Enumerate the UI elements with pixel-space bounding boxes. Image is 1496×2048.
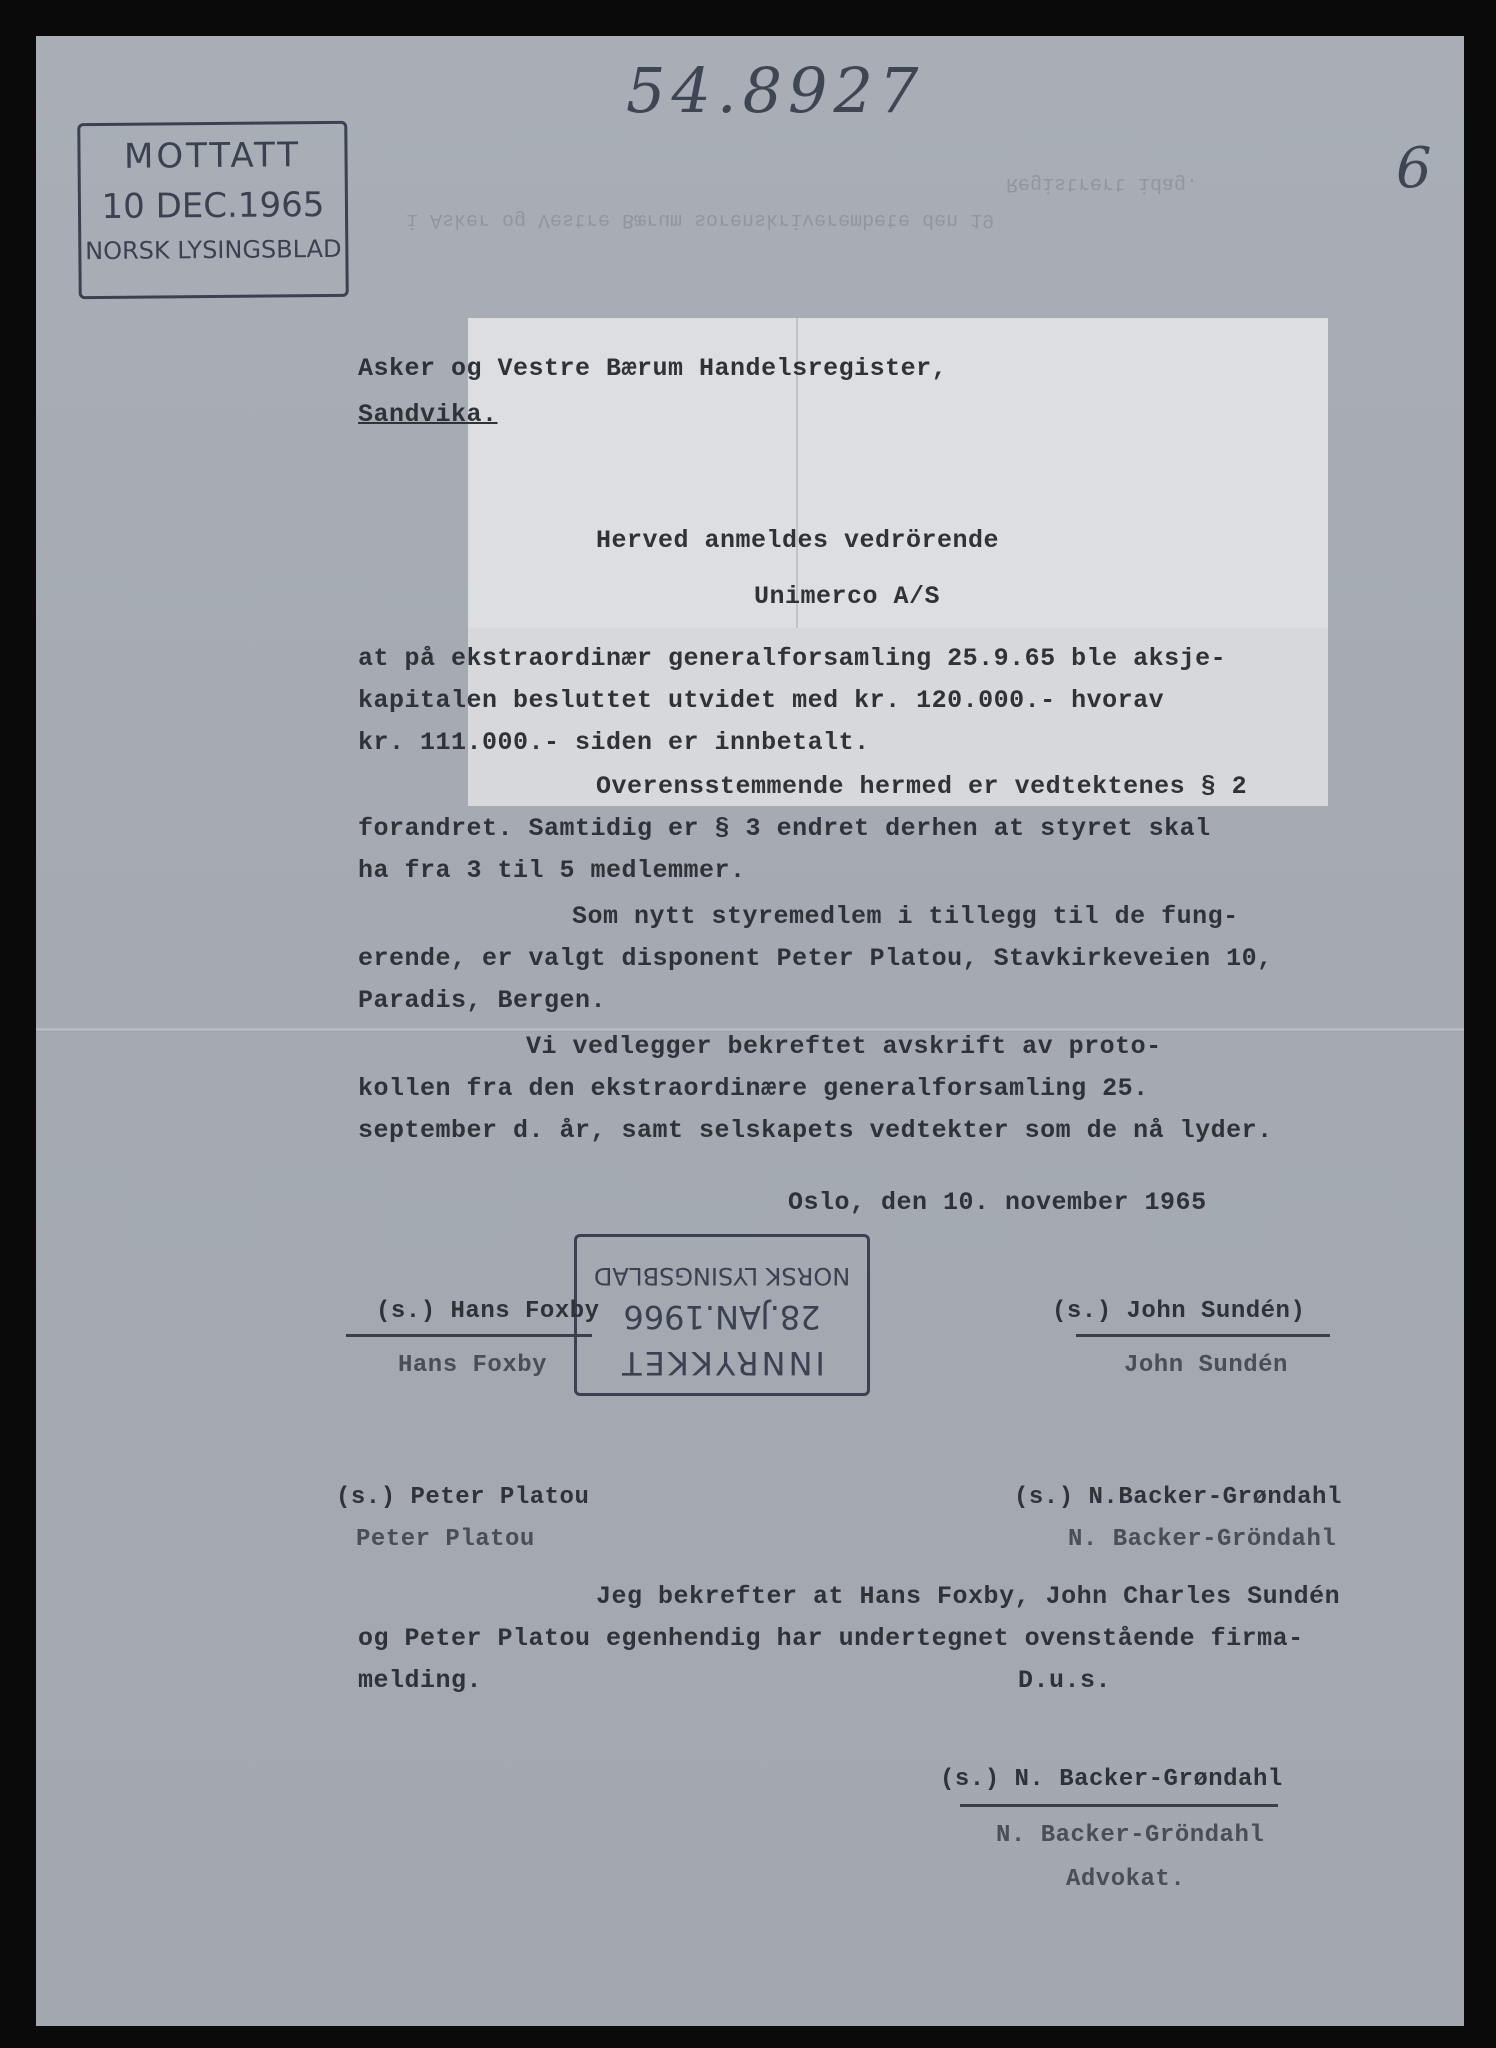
place-date: Oslo, den 10. november 1965 [788,1188,1207,1217]
body-line-5: forandret. Samtidig er § 3 endret derhen at styret skal [358,814,1211,843]
document-page [36,36,1464,2026]
innrykket-stamp [574,1234,870,1396]
signature-1-name: Hans Foxby [398,1352,548,1379]
body-line-3: kr. 111.000.- siden er innbetalt. [358,728,870,757]
confirmation-line-2: og Peter Platou egenhendig har undertegnet ovenstående firma- [358,1624,1304,1653]
received-stamp-line1: MOTTATT [123,135,302,177]
signature-4-label: (s.) N.Backer-Grøndahl [1014,1484,1342,1511]
recipient-line2: Sandvika. [358,400,498,429]
heading-company: Unimerco A/S [754,582,941,611]
final-signature-title: Advokat. [1066,1866,1186,1893]
signature-1-line [346,1334,592,1337]
recipient-line1: Asker og Vestre Bærum Handelsregister, [358,354,948,383]
received-stamp-line3: NORSK LYSINGSBLAD [85,235,342,266]
signature-1-label: (s.) Hans Foxby [376,1298,600,1325]
body-line-6: ha fra 3 til 5 medlemmer. [358,856,746,885]
body-line-9: Paradis, Bergen. [358,986,607,1015]
dus-closing: D.u.s. [1018,1666,1112,1695]
innrykket-stamp-line1: INNRYKKET [619,1344,825,1382]
body-line-1: at på ekstraordinær generalforsamling 25.9.65 ble aksje- [358,644,1227,673]
body-line-8: erende, er valgt disponent Peter Platou, Stavkirkeveien 10, [358,944,1273,973]
signature-2-line [1076,1334,1330,1337]
innrykket-stamp-line3: NORSK LYSINGSBLAD [593,1261,851,1290]
final-signature-line [960,1804,1278,1807]
body-line-4: Overensstemmende hermed er vedtektenes § 2 [596,772,1248,801]
signature-2-name: John Sundén [1124,1352,1288,1379]
final-signature-label: (s.) N. Backer-Grøndahl [940,1766,1283,1793]
confirmation-line-3: melding. [358,1666,483,1695]
final-signature-name: N. Backer-Gröndahl [996,1822,1265,1849]
body-line-7: Som nytt styremedlem i tillegg til de fung- [572,902,1239,931]
heading-line1: Herved anmeldes vedrörende [596,526,1000,555]
confirmation-line-1: Jeg bekrefter at Hans Foxby, John Charles Sundén [596,1582,1341,1611]
page-number: 6 [1396,136,1432,201]
handwritten-number: 54.8927 [626,54,925,127]
body-line-2: kapitalen besluttet utvidet med kr. 120.000.- hvorav [358,686,1165,715]
received-stamp-date: 10 DEC.1965 [101,184,325,227]
signature-4-name: N. Backer-Gröndahl [1068,1526,1337,1553]
faint-reversed-line2: i Asker og Vestre Bærum sorenskriverembete den 19 [406,208,995,231]
innrykket-stamp-date: 28.JAN.1966 [623,1298,821,1337]
signature-2-label: (s.) John Sundén) [1052,1298,1306,1325]
signature-3-name: Peter Platou [356,1526,535,1553]
signature-3-label: (s.) Peter Platou [336,1484,590,1511]
received-stamp [77,121,349,299]
body-line-11: kollen fra den ekstraordinære generalforsamling 25. [358,1074,1149,1103]
body-line-12: september d. år, samt selskapets vedtekter som de nå lyder. [358,1116,1273,1145]
faint-reversed-line1: Registrert idag. [1006,172,1199,195]
body-line-10: Vi vedlegger bekreftet avskrift av proto- [526,1032,1162,1061]
